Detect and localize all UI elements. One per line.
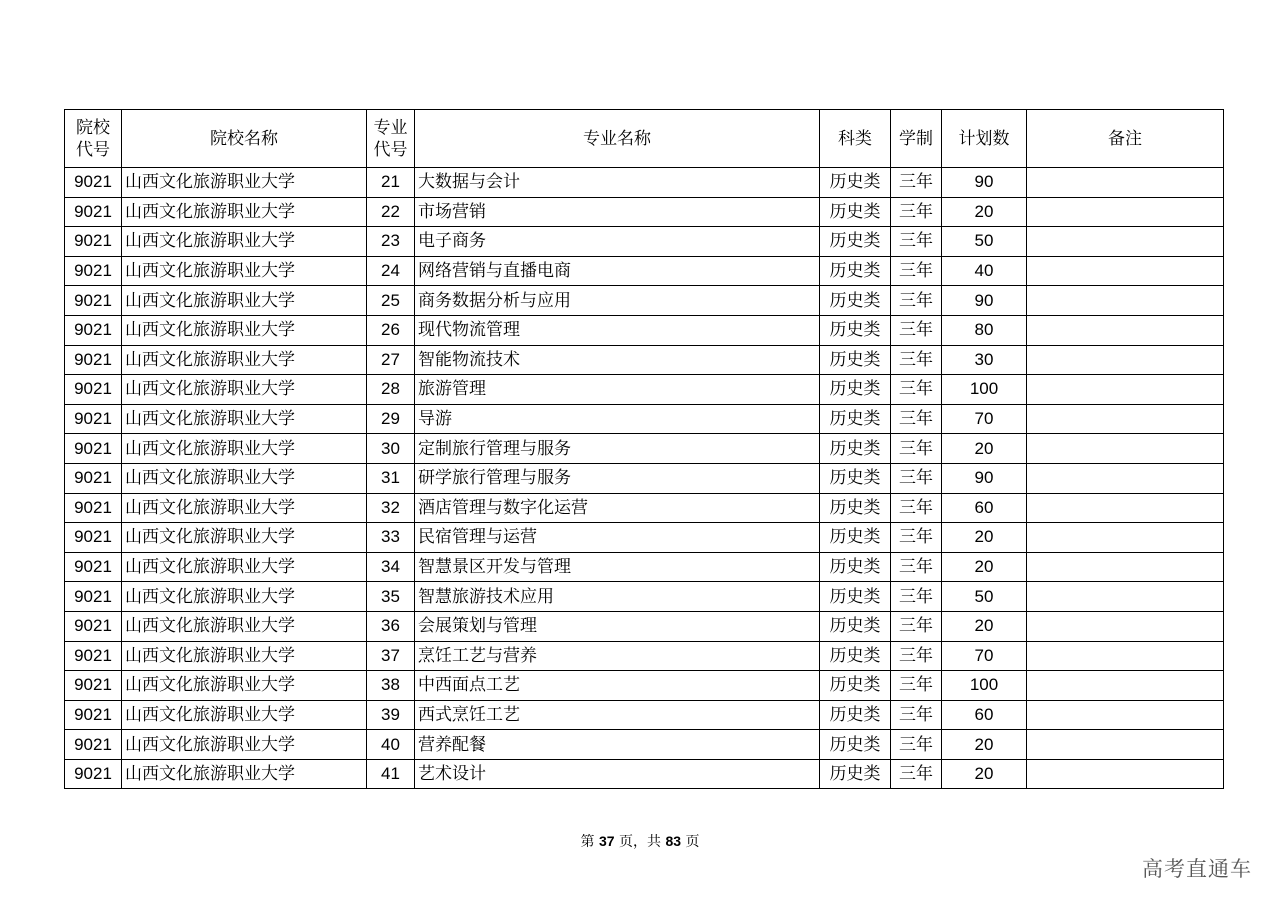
cell-note (1027, 227, 1224, 257)
cell-plan: 90 (942, 286, 1027, 316)
cell-school-name: 山西文化旅游职业大学 (122, 463, 367, 493)
table-row (65, 730, 1224, 760)
table-row (65, 759, 1224, 789)
cell-duration: 三年 (891, 582, 942, 612)
table-row (65, 552, 1224, 582)
table-row (65, 493, 1224, 523)
cell-major-name: 智能物流技术 (415, 345, 820, 375)
cell-major-code: 26 (367, 315, 415, 345)
cell-school-name: 山西文化旅游职业大学 (122, 168, 367, 198)
cell-plan: 60 (942, 700, 1027, 730)
cell-category: 历史类 (820, 256, 891, 286)
cell-duration: 三年 (891, 552, 942, 582)
cell-category: 历史类 (820, 197, 891, 227)
header-major-name: 专业名称 (415, 110, 820, 168)
cell-major-code: 30 (367, 434, 415, 464)
cell-plan: 20 (942, 552, 1027, 582)
cell-duration: 三年 (891, 434, 942, 464)
table-row (65, 582, 1224, 612)
cell-major-code: 33 (367, 523, 415, 553)
cell-plan: 20 (942, 611, 1027, 641)
cell-note (1027, 463, 1224, 493)
cell-major-code: 41 (367, 759, 415, 789)
table-row (65, 227, 1224, 257)
cell-major-code: 39 (367, 700, 415, 730)
cell-school-code: 9021 (65, 168, 122, 198)
table-row (65, 404, 1224, 434)
cell-category: 历史类 (820, 345, 891, 375)
cell-duration: 三年 (891, 168, 942, 198)
cell-major-name: 烹饪工艺与营养 (415, 641, 820, 671)
cell-note (1027, 315, 1224, 345)
cell-major-code: 38 (367, 671, 415, 701)
cell-note (1027, 582, 1224, 612)
cell-school-code: 9021 (65, 227, 122, 257)
cell-major-name: 艺术设计 (415, 759, 820, 789)
cell-duration: 三年 (891, 463, 942, 493)
cell-school-code: 9021 (65, 552, 122, 582)
cell-school-code: 9021 (65, 256, 122, 286)
cell-school-name: 山西文化旅游职业大学 (122, 759, 367, 789)
cell-major-code: 32 (367, 493, 415, 523)
cell-category: 历史类 (820, 375, 891, 405)
cell-school-name: 山西文化旅游职业大学 (122, 227, 367, 257)
table-row (65, 671, 1224, 701)
cell-major-code: 28 (367, 375, 415, 405)
cell-plan: 90 (942, 463, 1027, 493)
cell-major-name: 导游 (415, 404, 820, 434)
table-row (65, 256, 1224, 286)
table-row (65, 286, 1224, 316)
cell-category: 历史类 (820, 434, 891, 464)
cell-plan: 50 (942, 582, 1027, 612)
cell-plan: 20 (942, 434, 1027, 464)
cell-school-name: 山西文化旅游职业大学 (122, 493, 367, 523)
header-duration: 学制 (891, 110, 942, 168)
cell-major-name: 网络营销与直播电商 (415, 256, 820, 286)
cell-school-name: 山西文化旅游职业大学 (122, 552, 367, 582)
cell-major-name: 电子商务 (415, 227, 820, 257)
cell-duration: 三年 (891, 641, 942, 671)
cell-school-name: 山西文化旅游职业大学 (122, 256, 367, 286)
cell-duration: 三年 (891, 345, 942, 375)
cell-note (1027, 611, 1224, 641)
cell-category: 历史类 (820, 552, 891, 582)
cell-note (1027, 700, 1224, 730)
cell-duration: 三年 (891, 671, 942, 701)
cell-major-code: 24 (367, 256, 415, 286)
table-row (65, 463, 1224, 493)
cell-major-code: 27 (367, 345, 415, 375)
cell-category: 历史类 (820, 671, 891, 701)
cell-school-code: 9021 (65, 315, 122, 345)
cell-category: 历史类 (820, 404, 891, 434)
cell-major-name: 酒店管理与数字化运营 (415, 493, 820, 523)
cell-category: 历史类 (820, 493, 891, 523)
table-row (65, 434, 1224, 464)
watermark: 高考直通车 (1142, 857, 1252, 881)
cell-plan: 70 (942, 641, 1027, 671)
cell-major-code: 25 (367, 286, 415, 316)
cell-major-code: 22 (367, 197, 415, 227)
cell-school-code: 9021 (65, 611, 122, 641)
cell-school-code: 9021 (65, 434, 122, 464)
cell-category: 历史类 (820, 700, 891, 730)
cell-major-code: 29 (367, 404, 415, 434)
cell-category: 历史类 (820, 315, 891, 345)
cell-school-name: 山西文化旅游职业大学 (122, 345, 367, 375)
header-category: 科类 (820, 110, 891, 168)
cell-category: 历史类 (820, 611, 891, 641)
footer-suffix: 页 (685, 834, 700, 850)
cell-school-code: 9021 (65, 493, 122, 523)
footer-page-number: 37 (598, 833, 615, 849)
table-header-row (65, 110, 1224, 168)
cell-plan: 70 (942, 404, 1027, 434)
footer-prefix: 第 (580, 834, 595, 850)
cell-note (1027, 404, 1224, 434)
cell-duration: 三年 (891, 227, 942, 257)
cell-note (1027, 197, 1224, 227)
cell-plan: 20 (942, 730, 1027, 760)
header-note: 备注 (1027, 110, 1224, 168)
table-row (65, 345, 1224, 375)
cell-school-code: 9021 (65, 671, 122, 701)
cell-note (1027, 168, 1224, 198)
cell-plan: 50 (942, 227, 1027, 257)
cell-plan: 100 (942, 671, 1027, 701)
cell-school-code: 9021 (65, 759, 122, 789)
cell-school-name: 山西文化旅游职业大学 (122, 197, 367, 227)
cell-note (1027, 671, 1224, 701)
cell-major-name: 研学旅行管理与服务 (415, 463, 820, 493)
cell-major-name: 定制旅行管理与服务 (415, 434, 820, 464)
table-row (65, 375, 1224, 405)
cell-note (1027, 286, 1224, 316)
header-major-code-text: 专业 代号 (373, 117, 408, 160)
header-school-code-line1: 院校 代号 (76, 117, 110, 160)
cell-plan: 30 (942, 345, 1027, 375)
cell-school-name: 山西文化旅游职业大学 (122, 286, 367, 316)
cell-note (1027, 552, 1224, 582)
cell-category: 历史类 (820, 759, 891, 789)
cell-plan: 80 (942, 315, 1027, 345)
cell-major-name: 旅游管理 (415, 375, 820, 405)
cell-major-code: 37 (367, 641, 415, 671)
cell-note (1027, 375, 1224, 405)
cell-major-code: 35 (367, 582, 415, 612)
cell-duration: 三年 (891, 611, 942, 641)
cell-school-code: 9021 (65, 641, 122, 671)
cell-duration: 三年 (891, 315, 942, 345)
cell-major-name: 大数据与会计 (415, 168, 820, 198)
cell-school-name: 山西文化旅游职业大学 (122, 404, 367, 434)
cell-major-name: 智慧景区开发与管理 (415, 552, 820, 582)
cell-major-code: 21 (367, 168, 415, 198)
cell-plan: 60 (942, 493, 1027, 523)
table-body (65, 168, 1224, 789)
cell-school-name: 山西文化旅游职业大学 (122, 700, 367, 730)
cell-note (1027, 256, 1224, 286)
cell-school-code: 9021 (65, 197, 122, 227)
cell-plan: 20 (942, 759, 1027, 789)
cell-category: 历史类 (820, 582, 891, 612)
cell-major-name: 营养配餐 (415, 730, 820, 760)
cell-school-name: 山西文化旅游职业大学 (122, 523, 367, 553)
cell-school-code: 9021 (65, 345, 122, 375)
table-row (65, 611, 1224, 641)
table-row (65, 523, 1224, 553)
cell-major-name: 市场营销 (415, 197, 820, 227)
cell-duration: 三年 (891, 404, 942, 434)
cell-category: 历史类 (820, 730, 891, 760)
cell-note (1027, 759, 1224, 789)
table-row (65, 641, 1224, 671)
cell-duration: 三年 (891, 730, 942, 760)
cell-school-code: 9021 (65, 286, 122, 316)
cell-school-code: 9021 (65, 582, 122, 612)
cell-duration: 三年 (891, 286, 942, 316)
cell-category: 历史类 (820, 227, 891, 257)
cell-duration: 三年 (891, 197, 942, 227)
table-row (65, 700, 1224, 730)
cell-category: 历史类 (820, 641, 891, 671)
cell-school-code: 9021 (65, 730, 122, 760)
cell-major-code: 23 (367, 227, 415, 257)
cell-note (1027, 493, 1224, 523)
cell-school-code: 9021 (65, 700, 122, 730)
cell-duration: 三年 (891, 493, 942, 523)
cell-duration: 三年 (891, 375, 942, 405)
cell-plan: 100 (942, 375, 1027, 405)
cell-duration: 三年 (891, 700, 942, 730)
header-plan: 计划数 (942, 110, 1027, 168)
cell-duration: 三年 (891, 759, 942, 789)
table-row (65, 197, 1224, 227)
cell-major-name: 西式烹饪工艺 (415, 700, 820, 730)
cell-plan: 40 (942, 256, 1027, 286)
cell-school-name: 山西文化旅游职业大学 (122, 730, 367, 760)
cell-major-code: 31 (367, 463, 415, 493)
cell-plan: 20 (942, 523, 1027, 553)
cell-note (1027, 730, 1224, 760)
cell-plan: 90 (942, 168, 1027, 198)
cell-school-code: 9021 (65, 375, 122, 405)
cell-school-name: 山西文化旅游职业大学 (122, 582, 367, 612)
cell-major-code: 40 (367, 730, 415, 760)
cell-school-name: 山西文化旅游职业大学 (122, 375, 367, 405)
cell-category: 历史类 (820, 463, 891, 493)
cell-major-name: 商务数据分析与应用 (415, 286, 820, 316)
footer-middle: 页，共 (619, 834, 661, 850)
cell-major-code: 34 (367, 552, 415, 582)
cell-school-code: 9021 (65, 404, 122, 434)
cell-category: 历史类 (820, 286, 891, 316)
cell-school-code: 9021 (65, 523, 122, 553)
cell-note (1027, 523, 1224, 553)
cell-school-code: 9021 (65, 463, 122, 493)
cell-note (1027, 641, 1224, 671)
header-school-code (65, 110, 122, 168)
cell-major-name: 中西面点工艺 (415, 671, 820, 701)
cell-category: 历史类 (820, 523, 891, 553)
cell-major-name: 民宿管理与运营 (415, 523, 820, 553)
header-major-code (367, 110, 415, 168)
enrollment-plan-table (64, 109, 1224, 789)
cell-major-name: 智慧旅游技术应用 (415, 582, 820, 612)
cell-duration: 三年 (891, 256, 942, 286)
cell-note (1027, 345, 1224, 375)
cell-note (1027, 434, 1224, 464)
cell-major-code: 36 (367, 611, 415, 641)
page-footer (0, 831, 1280, 851)
cell-duration: 三年 (891, 523, 942, 553)
table-row (65, 315, 1224, 345)
cell-school-name: 山西文化旅游职业大学 (122, 641, 367, 671)
cell-school-name: 山西文化旅游职业大学 (122, 434, 367, 464)
table-row (65, 168, 1224, 198)
cell-school-name: 山西文化旅游职业大学 (122, 671, 367, 701)
cell-major-name: 会展策划与管理 (415, 611, 820, 641)
cell-school-name: 山西文化旅游职业大学 (122, 315, 367, 345)
cell-major-name: 现代物流管理 (415, 315, 820, 345)
footer-total-pages: 83 (665, 833, 682, 849)
cell-category: 历史类 (820, 168, 891, 198)
header-school-name: 院校名称 (122, 110, 367, 168)
cell-plan: 20 (942, 197, 1027, 227)
cell-school-name: 山西文化旅游职业大学 (122, 611, 367, 641)
